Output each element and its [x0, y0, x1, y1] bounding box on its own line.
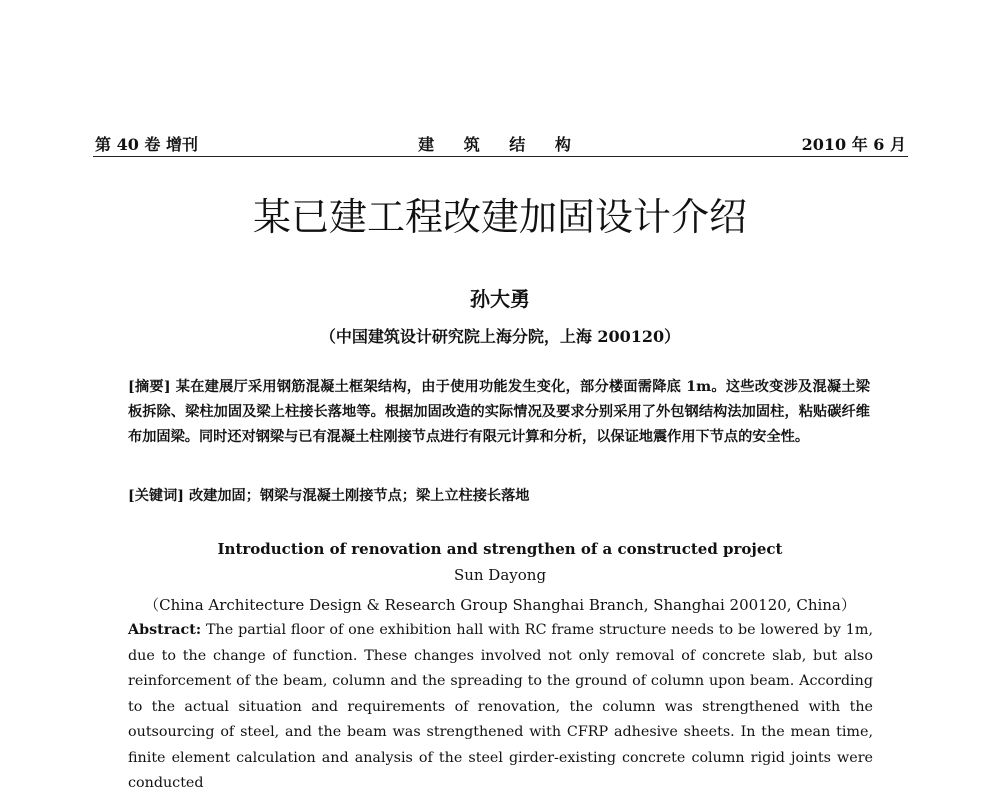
- english-affiliation: （China Architecture Design & Research Group Shanghai Branch, Shanghai 200120, China）: [144, 596, 856, 614]
- english-abstract-label: Abstract:: [128, 622, 202, 638]
- chinese-abstract: [128, 375, 870, 450]
- english-abstract-text: The partial floor of one exhibition hall with RC frame structure needs to be lowered by 1m, due to the change of function. These changes involved not only removal of concrete slab, but also reinforcement of the beam, column and the spreading to the ground of column upon beam. According to the actual situation and requirements of renovation, the column was strengthened with the outsourcing of steel, and the beam was strengthened with CFRP adhesive sheets. In the mean time, finite element calculation and analysis of the steel girder-existing concrete column rigid joints were conducted: [128, 622, 873, 791]
- keywords-text: 改建加固；钢梁与混凝土刚接节点；梁上立柱接长落地: [188, 488, 530, 504]
- author-name: 孙大勇: [470, 287, 530, 311]
- abstract-text: 某在建展厅采用钢筋混凝土框架结构，由于使用功能发生变化，部分楼面需降底 1m。这些改变涉及混凝土梁板拆除、梁柱加固及梁上柱接长落地等。根据加固改造的实际情况及要求分别采用了外包钢结构法加固柱，粘贴碳纤维布加固梁。同时还对钢梁与已有混凝土柱刚接节点进行有限元计算和分析，以保证地震作用下节点的安全性。: [128, 379, 870, 445]
- keywords-label: [关键词]: [128, 488, 184, 504]
- chinese-keywords: [128, 484, 870, 509]
- running-header: [93, 130, 908, 157]
- author-affiliation: （中国建筑设计研究院上海分院，上海 200120）: [319, 327, 681, 346]
- abstract-label: [摘要]: [128, 379, 171, 395]
- english-title: Introduction of renovation and strengthen of a constructed project: [217, 540, 783, 558]
- english-author: Sun Dayong: [453, 566, 547, 584]
- paper-title: 某已建工程改建加固设计介绍: [252, 195, 747, 239]
- issue-date: 2010 年 6 月: [801, 135, 906, 154]
- english-abstract: [128, 618, 873, 797]
- journal-name: 建 筑 结 构: [418, 135, 583, 154]
- journal-volume: 第 40 卷 增刊: [95, 135, 198, 154]
